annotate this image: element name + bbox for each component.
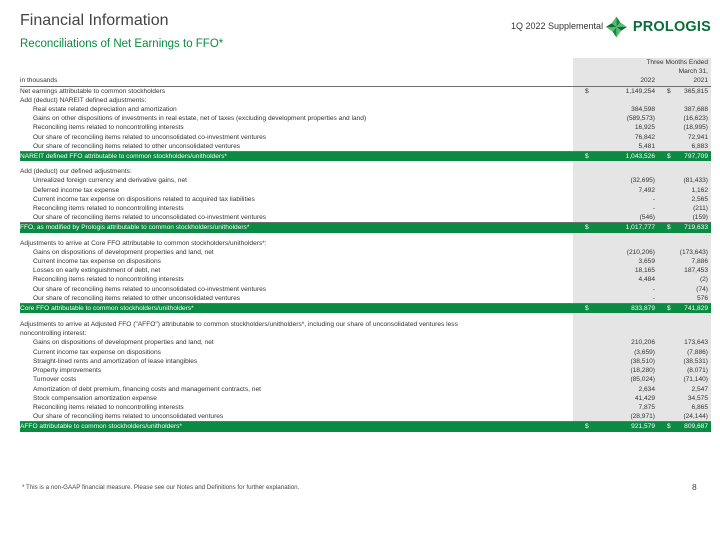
value-2022: 3,659: [573, 257, 658, 266]
row-label: Our share of reconciling items related to other unconsolidated ventures: [20, 294, 573, 304]
adjustment-row: [20, 403, 711, 412]
value-2021: (24,144): [663, 412, 711, 422]
row-label: Unrealized foreign currency and derivative gains, net: [33, 177, 187, 185]
currency-symbol: $: [667, 153, 671, 161]
page-number: 8: [692, 482, 697, 492]
value-2022: 7,875: [573, 403, 658, 412]
section-header-row: [20, 319, 711, 329]
value-2021: (2): [663, 275, 711, 284]
value-2022: 384,598: [573, 105, 658, 114]
adjustment-row: [20, 285, 711, 294]
value-2022: 41,429: [573, 394, 658, 403]
row-label: Core FFO attributable to common stockholders/unitholders*: [20, 304, 573, 314]
value-2021: 173,643: [663, 338, 711, 347]
section-header-continued: noncontrolling interest:: [20, 330, 87, 338]
adjustment-row: [20, 123, 711, 132]
affo-total-row: [20, 422, 711, 432]
value-2022: 4,484: [573, 275, 658, 284]
row-label: Stock compensation amortization expense: [33, 394, 157, 402]
value-2022: 18,165: [573, 266, 658, 275]
net-earnings-row: [20, 86, 711, 96]
value-2021: 6,883: [663, 142, 711, 152]
value-2022: (85,024): [573, 375, 658, 384]
prologis-logo: [605, 15, 711, 39]
value-2022: 7,492: [573, 186, 658, 195]
adjustment-row: [20, 142, 711, 152]
value-2022: -: [573, 285, 658, 294]
currency-symbol: $: [667, 224, 671, 232]
value-2022: 16,925: [573, 123, 658, 132]
row-label: Net earnings attributable to common stockholders: [20, 87, 166, 95]
adjustment-row: [20, 394, 711, 403]
period-header-row-2: [20, 67, 711, 76]
adjustment-row: [20, 266, 711, 275]
value-2022: 210,206: [573, 338, 658, 347]
value-2021: 34,575: [663, 394, 711, 403]
value-2021: (7,886): [663, 348, 711, 357]
adjustment-row: [20, 385, 711, 394]
value-2021: 2,547: [663, 385, 711, 394]
footnote: * This is a non-GAAP financial measure. Please see our Notes and Definitions for further explanation.: [22, 484, 300, 491]
row-label: Reconciling items related to noncontrolling interests: [33, 403, 184, 411]
value-2022: 833,879: [631, 305, 655, 313]
row-label: Current income tax expense on dispositions: [33, 348, 161, 356]
period-header-row-1: [20, 58, 711, 67]
currency-symbol: $: [667, 423, 671, 431]
value-2021: (16,623): [663, 114, 711, 123]
value-2021: 6,865: [663, 403, 711, 412]
modified-ffo-total-row: [20, 223, 711, 233]
row-label: Reconciling items related to noncontrolling interests: [33, 205, 184, 213]
adjustment-row: [20, 366, 711, 375]
row-label: Our share of reconciling items related to other unconsolidated ventures: [20, 142, 573, 152]
value-2022: 921,579: [631, 423, 655, 431]
value-2022: 5,481: [573, 142, 658, 152]
value-2022: 1,149,254: [625, 87, 655, 95]
section-header-row: [20, 96, 711, 105]
value-2021: 72,941: [663, 133, 711, 142]
value-2021: (18,995): [663, 123, 711, 132]
row-label: Straight-lined rents and amortization of lease intangibles: [33, 357, 198, 365]
col-2021-header: 2021: [663, 76, 711, 86]
adjustment-row: [20, 412, 711, 422]
section-header-row: [20, 239, 711, 248]
row-label: AFFO attributable to common stockholders/unitholders*: [20, 422, 573, 432]
adjustment-row: [20, 375, 711, 384]
currency-symbol: $: [585, 423, 589, 431]
value-2021: 741,829: [684, 305, 708, 313]
adjustment-row: [20, 248, 711, 257]
value-2021: 576: [663, 294, 711, 304]
row-label: FFO, as modified by Prologis attributable to common stockholders/unitholders*: [20, 223, 573, 233]
value-2022: (210,206): [573, 248, 658, 257]
adjustment-row: [20, 213, 711, 223]
row-label: Amortization of debt premium, financing costs and management contracts, net: [33, 385, 261, 393]
value-2021: (211): [663, 204, 711, 213]
nareit-ffo-total-row: [20, 152, 711, 162]
value-2022: (32,695): [573, 176, 658, 185]
row-label: Real estate related depreciation and amortization: [33, 106, 177, 114]
currency-symbol: $: [585, 153, 589, 161]
value-2022: 2,634: [573, 385, 658, 394]
section-header: Add (deduct) our defined adjustments:: [20, 168, 132, 176]
col-2022-header: 2022: [573, 76, 658, 86]
row-label: Current income tax expense on dispositions related to acquired tax liabilities: [33, 195, 255, 203]
adjustment-row: [20, 176, 711, 185]
value-2021: (173,643): [663, 248, 711, 257]
section-header: Adjustments to arrive at Core FFO attributable to common stockholders/unitholders*:: [20, 239, 267, 247]
adjustment-row: [20, 114, 711, 123]
row-label: Our share of reconciling items related to unconsolidated co-investment ventures: [33, 133, 267, 141]
value-2021: 2,565: [663, 195, 711, 204]
prologis-logo-icon: [605, 15, 628, 39]
value-2022: (546): [573, 213, 658, 223]
value-2021: 7,886: [663, 257, 711, 266]
adjustment-row: [20, 186, 711, 195]
value-2022: -: [573, 294, 658, 304]
adjustment-row: [20, 204, 711, 213]
value-2021: 797,709: [684, 153, 708, 161]
value-2022: (18,280): [573, 366, 658, 375]
adjustment-row: [20, 195, 711, 204]
row-label: Gains on dispositions of development properties and land, net: [33, 248, 214, 256]
period-header-2: March 31,: [573, 67, 711, 76]
adjustment-row: [20, 348, 711, 357]
value-2022: (28,971): [573, 412, 658, 422]
value-2021: (81,433): [663, 176, 711, 185]
value-2022: (38,510): [573, 357, 658, 366]
row-label: NAREIT defined FFO attributable to common stockholders/unitholders*: [20, 152, 573, 162]
adjustment-row: [20, 357, 711, 366]
currency-symbol: $: [667, 305, 671, 313]
page-title: Financial Information: [20, 12, 169, 29]
adjustment-row: [20, 105, 711, 114]
value-2022: (3,659): [573, 348, 658, 357]
row-label: Reconciling items related to noncontrolling interests: [33, 276, 184, 284]
value-2021: (8,071): [663, 366, 711, 375]
value-2021: 187,453: [663, 266, 711, 275]
supplemental-label: 1Q 2022 Supplemental: [511, 21, 604, 31]
row-label: Gains on dispositions of development properties and land, net: [33, 339, 214, 347]
value-2022: 1,043,526: [625, 153, 655, 161]
currency-symbol: $: [585, 87, 589, 95]
row-label: Deferred income tax expense: [33, 186, 120, 194]
value-2021: (74): [663, 285, 711, 294]
ffo-reconciliation-table: [20, 58, 711, 432]
row-label: Gains on other dispositions of investments in real estate, net of taxes (excluding development properties and land): [33, 115, 367, 123]
value-2021: 387,688: [663, 105, 711, 114]
section-header: Adjustments to arrive at Adjusted FFO ("AFFO") attributable to common stockholders/unitholders*, including our share of unconsolidated ventures less: [20, 320, 458, 328]
row-label: Reconciling items related to noncontrolling interests: [33, 124, 184, 132]
value-2022: (589,573): [573, 114, 658, 123]
adjustment-row: [20, 275, 711, 284]
value-2022: 1,017,777: [625, 224, 655, 232]
row-label: Our share of reconciling items related to unconsolidated co-investment ventures: [20, 213, 573, 223]
value-2021: (71,140): [663, 375, 711, 384]
value-2021: 365,815: [684, 87, 708, 95]
currency-symbol: $: [585, 305, 589, 313]
row-label: Property improvements: [33, 367, 102, 375]
value-2021: 809,687: [684, 423, 708, 431]
units-label: in thousands: [20, 76, 573, 86]
row-label: Current income tax expense on dispositions: [33, 258, 161, 266]
adjustment-row: [20, 133, 711, 142]
period-header-1: Three Months Ended: [573, 58, 711, 67]
row-label: Losses on early extinguishment of debt, net: [33, 267, 161, 275]
adjustment-row: [20, 294, 711, 304]
section-header-row: [20, 167, 711, 176]
value-2021: 719,633: [684, 224, 708, 232]
section-header: Add (deduct) NAREIT defined adjustments:: [20, 96, 147, 104]
currency-symbol: $: [667, 87, 671, 95]
value-2022: 76,842: [573, 133, 658, 142]
row-label: Our share of reconciling items related to unconsolidated co-investment ventures: [33, 285, 267, 293]
column-header-row: [20, 76, 711, 86]
core-ffo-total-row: [20, 304, 711, 314]
value-2022: -: [573, 204, 658, 213]
adjustment-row: [20, 338, 711, 347]
logo-wordmark: PROLOGIS: [632, 19, 711, 35]
page-subtitle: Reconciliations of Net Earnings to FFO*: [20, 38, 224, 50]
value-2021: (38,531): [663, 357, 711, 366]
value-2022: -: [573, 195, 658, 204]
value-2021: (159): [663, 213, 711, 223]
section-header-row: [20, 329, 711, 338]
row-label: Our share of reconciling items related to unconsolidated ventures: [20, 412, 573, 422]
value-2021: 1,162: [663, 186, 711, 195]
row-label: Turnover costs: [33, 376, 77, 384]
adjustment-row: [20, 257, 711, 266]
currency-symbol: $: [585, 224, 589, 232]
